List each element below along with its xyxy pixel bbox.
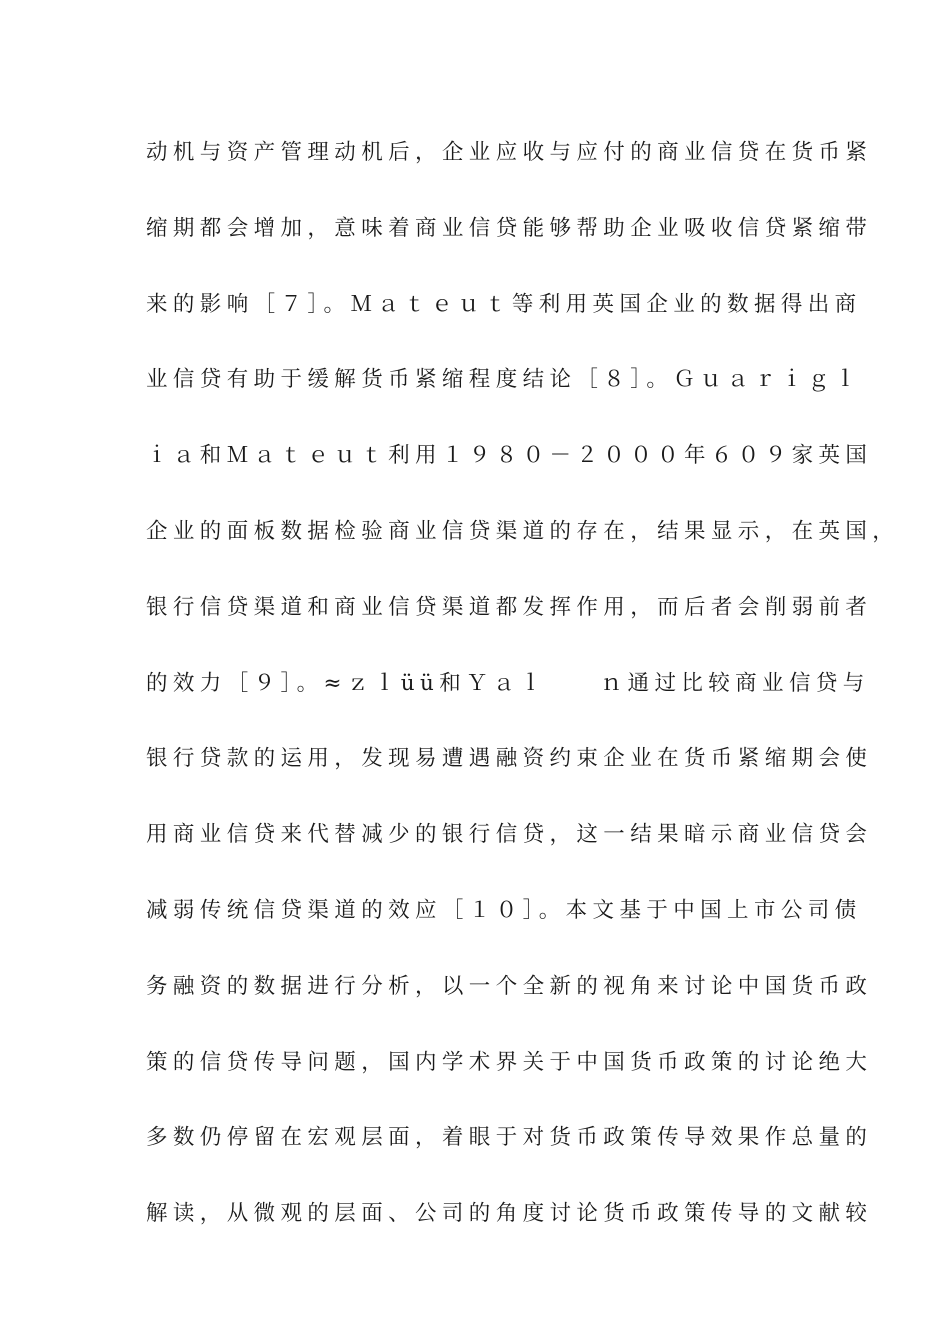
text-line: 解读，从微观的层面、公司的角度讨论货币政策传导的文献较	[146, 1201, 873, 1227]
text-line: 缩期都会增加，意味着商业信贷能够帮助企业吸收信贷紧缩带	[146, 215, 873, 241]
text-line: 业信贷有助于缓解货币紧缩程度结论［８］。Ｇｕａｒｉｇｌ	[146, 367, 862, 393]
text-line: 企业的面板数据检验商业信贷渠道的存在，结果显示，在英国，	[146, 518, 900, 544]
text-line: 多数仍停留在宏观层面，着眼于对货币政策传导效果作总量的	[146, 1125, 873, 1151]
text-line: 银行贷款的运用，发现易遭遇融资约束企业在货币紧缩期会使	[146, 746, 873, 772]
text-line: 的效力［９］。≈ｚｌüü和Ｙａｌ ｎ通过比较商业信贷与	[146, 670, 870, 696]
text-line: 策的信贷传导问题，国内学术界关于中国货币政策的讨论绝大	[146, 1049, 873, 1075]
body-text	[146, 131, 900, 1268]
text-line: 来的影响［７］。Ｍａｔｅｕｔ等利用英国企业的数据得出商	[146, 291, 862, 317]
text-line: 动机与资产管理动机后，企业应收与应付的商业信贷在货币紧	[146, 140, 873, 165]
text-line: 务融资的数据进行分析，以一个全新的视角来讨论中国货币政	[146, 973, 873, 999]
text-line: 银行信贷渠道和商业信贷渠道都发挥作用，而后者会削弱前者	[146, 594, 873, 620]
text-line: 用商业信贷来代替减少的银行信贷，这一结果暗示商业信贷会	[146, 822, 873, 848]
text-line: 减弱传统信贷渠道的效应［１０］。本文基于中国上市公司债	[146, 897, 862, 923]
text-line: ｉａ和Ｍａｔｅｕｔ利用１９８０－２０００年６０９家英国	[146, 443, 873, 469]
